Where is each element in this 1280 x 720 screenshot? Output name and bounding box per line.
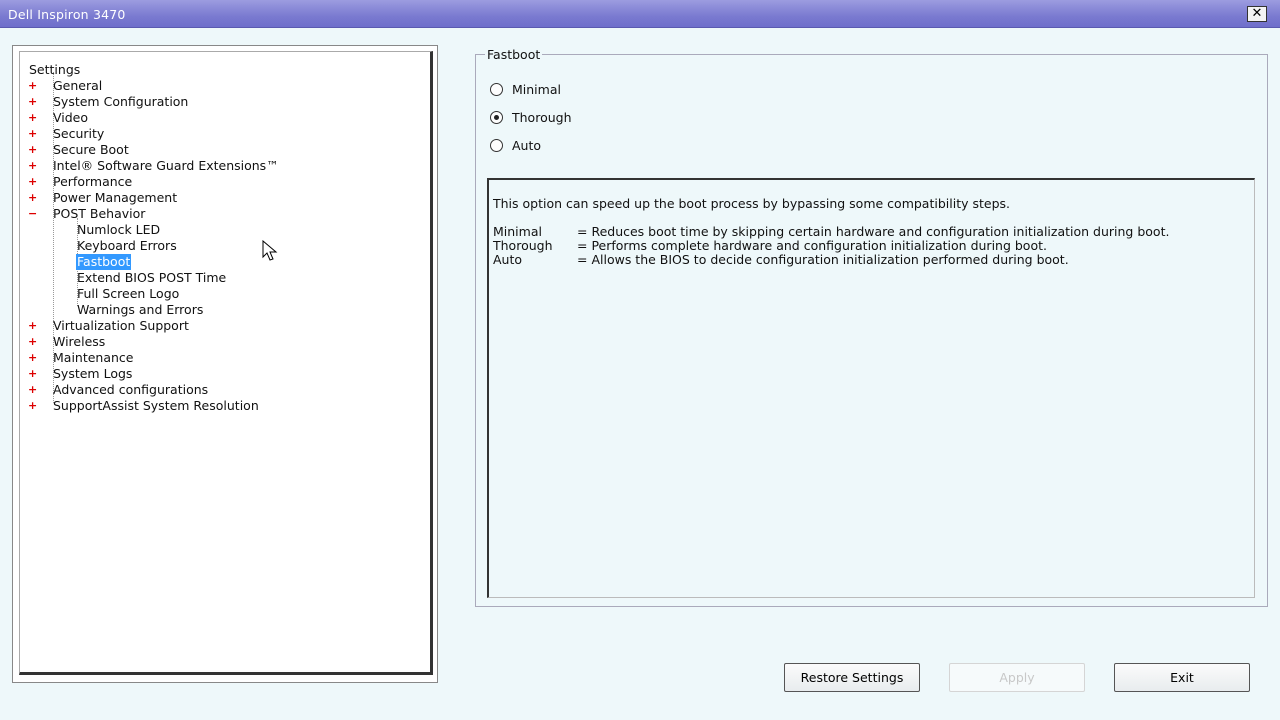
expand-plus-icon[interactable]: + [28, 175, 38, 188]
expand-plus-icon[interactable]: + [28, 127, 38, 140]
radio-button[interactable] [490, 83, 503, 96]
help-description-box [487, 178, 1255, 598]
tree-subitem-label[interactable]: Warnings and Errors [77, 302, 204, 317]
radio-button[interactable] [490, 139, 503, 152]
tree-item-label[interactable]: SupportAssist System Resolution [53, 398, 259, 413]
tree-item-label[interactable]: Power Management [53, 190, 178, 205]
expand-plus-icon[interactable]: + [28, 95, 38, 108]
tree-root-settings[interactable]: Settings [29, 62, 81, 77]
tree-item-label[interactable]: Wireless [53, 334, 106, 349]
expand-plus-icon[interactable]: + [28, 319, 38, 332]
close-icon: ✕ [1251, 6, 1263, 21]
tree-item-label[interactable]: Video [53, 110, 89, 125]
expand-plus-icon[interactable]: + [28, 191, 38, 204]
radio-label[interactable]: Minimal [512, 82, 561, 97]
expand-plus-icon[interactable]: + [28, 159, 38, 172]
tree-item-label[interactable]: Advanced configurations [53, 382, 209, 397]
tree-item-label[interactable]: System Logs [53, 366, 133, 381]
expand-plus-icon[interactable]: + [28, 383, 38, 396]
help-key-minimal: Minimal [493, 224, 542, 239]
expand-plus-icon[interactable]: + [28, 351, 38, 364]
help-key-thorough: Thorough [493, 238, 553, 253]
tree-subitem-label-selected[interactable]: Fastboot [77, 254, 131, 269]
expand-plus-icon[interactable]: + [28, 79, 38, 92]
collapse-minus-icon[interactable]: − [28, 207, 38, 220]
radio-button-checked[interactable] [490, 111, 503, 124]
expand-plus-icon[interactable]: + [28, 335, 38, 348]
tree-subitem-label[interactable]: Numlock LED [77, 222, 161, 237]
exit-button[interactable]: Exit [1114, 663, 1250, 692]
tree-subitem-label[interactable]: Extend BIOS POST Time [77, 270, 227, 285]
tree-subitem-label[interactable]: Keyboard Errors [77, 238, 177, 253]
help-text-minimal: = Reduces boot time by skipping certain hardware and configuration initialization during boot. [577, 224, 1170, 239]
tree-item-label[interactable]: System Configuration [53, 94, 189, 109]
tree-item-label[interactable]: Maintenance [53, 350, 134, 365]
restore-settings-button[interactable]: Restore Settings [784, 663, 920, 692]
help-intro: This option can speed up the boot process by bypassing some compatibility steps. [493, 196, 1010, 211]
tree-item-label[interactable]: Security [53, 126, 105, 141]
tree-item-label[interactable]: General [53, 78, 103, 93]
radio-label[interactable]: Thorough [512, 110, 572, 125]
expand-plus-icon[interactable]: + [28, 143, 38, 156]
help-text-thorough: = Performs complete hardware and configuration initialization during boot. [577, 238, 1047, 253]
expand-plus-icon[interactable]: + [28, 399, 38, 412]
group-title: Fastboot [487, 47, 541, 62]
mouse-pointer-icon [262, 240, 280, 262]
apply-button[interactable]: Apply [949, 663, 1085, 692]
expand-plus-icon[interactable]: + [28, 111, 38, 124]
close-button[interactable] [1247, 6, 1267, 22]
tree-item-label[interactable]: Virtualization Support [53, 318, 189, 333]
help-text-auto: = Allows the BIOS to decide configuration initialization performed during boot. [577, 252, 1069, 267]
radio-label[interactable]: Auto [512, 138, 542, 153]
tree-item-label[interactable]: Intel® Software Guard Extensions™ [53, 158, 279, 173]
settings-tree-panel [12, 45, 438, 683]
tree-item-label[interactable]: POST Behavior [53, 206, 146, 221]
tree-subitem-label[interactable]: Full Screen Logo [77, 286, 180, 301]
expand-plus-icon[interactable]: + [28, 367, 38, 380]
tree-item-label[interactable]: Performance [53, 174, 133, 189]
window-title: Dell Inspiron 3470 [8, 7, 126, 22]
tree-item-label[interactable]: Secure Boot [53, 142, 129, 157]
window-title-bar [0, 0, 1280, 28]
settings-tree[interactable] [19, 51, 433, 675]
help-key-auto: Auto [493, 252, 523, 267]
